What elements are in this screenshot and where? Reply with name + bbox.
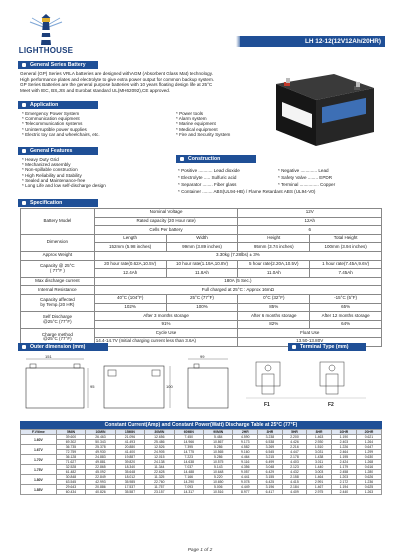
spec-value-total-height: 100mm (3.94 inches) (310, 243, 382, 252)
spec-value-width: 99mm (3.89 inches) (166, 243, 238, 252)
discharge-watt-cell: 6.545 (258, 450, 283, 455)
spec-label-length: Length (94, 234, 166, 243)
application-list-left (22, 111, 100, 137)
discharge-header-cell: 5MIN (56, 430, 85, 435)
discharge-amp-cell: 20.886 (86, 485, 115, 490)
terminal-f1-label: F1 (264, 402, 270, 408)
discharge-watt-cell: 50.343 (86, 440, 115, 445)
spec-temp-header: 25°C (77°F) (166, 294, 238, 303)
discharge-watt-cell: 4.415 (282, 480, 307, 485)
spec-capacity-value: 12.4Ah (94, 269, 166, 278)
application-item: * Alarm system (176, 116, 207, 122)
discharge-amp-cell: 0.630 (356, 455, 381, 460)
intro-line: GP Series Batteries are the general purpose batteries with 10 years floating design life at 25°C (20, 82, 213, 88)
discharge-header-cell: 3HR (258, 430, 283, 435)
discharge-watt-cell: 14.638 (174, 460, 203, 465)
discharge-amp-cell: 12.015 (145, 455, 174, 460)
spec-self-value: 82% (238, 320, 310, 329)
discharge-amp-cell: 32.528 (56, 465, 85, 470)
discharge-amp-cell: 21.096 (115, 435, 144, 440)
discharge-watt-cell: 3.031 (307, 450, 332, 455)
brand-name: LIGHTHOUSE (18, 46, 74, 55)
discharge-amp-cell: 1.203 (331, 475, 356, 480)
discharge-amp-cell: 11.344 (145, 465, 174, 470)
spec-label-capacity (21, 260, 95, 277)
construction-details (176, 164, 390, 198)
spec-temp-value: 85% (238, 303, 310, 312)
discharge-amp-cell: 36.128 (56, 455, 85, 460)
discharge-amp-cell: 20.880 (115, 445, 144, 450)
discharge-amp-cell: 5.286 (204, 455, 233, 460)
discharge-watt-cell: 42.993 (86, 480, 115, 485)
spec-row (21, 277, 382, 286)
discharge-watt-cell: 69.302 (56, 440, 85, 445)
discharge-amp-cell: 3.196 (258, 485, 283, 490)
discharge-amp-cell: 0.625 (356, 485, 381, 490)
battery-image (262, 62, 382, 152)
discharge-header-cell: 90MIN (204, 430, 233, 435)
discharge-watt-cell: 14.966 (174, 440, 203, 445)
spec-value-max-discharge: 180A (5 Sec.) (94, 277, 381, 286)
section-outer-dimension: Outer dimension (mm) (18, 343, 108, 351)
spec-temp-value: 102% (94, 303, 166, 312)
discharge-watt-cell: 10.565 (204, 450, 233, 455)
construction-negative: * Negative ............. Lead (278, 168, 329, 173)
discharge-watt-cell: 4.426 (282, 440, 307, 445)
spec-temp-value: 100% (166, 303, 238, 312)
discharge-watt-cell: 6.425 (258, 480, 283, 485)
dimension-drawings (20, 354, 382, 418)
spec-temp-header: 40°C (104°F) (94, 294, 166, 303)
spec-label-nominal-voltage: Nominal Voltage (94, 209, 238, 218)
spec-capacity-value: 7.45Ah (310, 269, 382, 278)
discharge-watt-cell: 2.991 (307, 480, 332, 485)
spec-label-self-line: @25°C (77°F) (43, 319, 72, 325)
discharge-amp-cell: 0.616 (356, 465, 381, 470)
discharge-header-cell: 5HR (282, 430, 307, 435)
discharge-watt-cell: 9.173 (233, 440, 258, 445)
specification-table (20, 208, 382, 347)
spec-label-capacity-line: Capacity @ 25°C (40, 262, 75, 268)
discharge-amp-cell: 7.223 (174, 455, 203, 460)
discharge-header-cell: 30MIN (145, 430, 174, 435)
discharge-amp-cell: 5.286 (204, 445, 233, 450)
discharge-header-cell: 2HR (233, 430, 258, 435)
spec-label-temp-line: by Temp.(20 HR) (40, 302, 75, 308)
feature-item: * Long Life and low self-discharge design (22, 183, 106, 189)
discharge-header-cell: 20HR (356, 430, 381, 435)
spec-label-max-discharge: Max discharge current (21, 277, 95, 286)
discharge-amp-cell: 4.464 (233, 455, 258, 460)
discharge-amp-cell: 2.178 (282, 455, 307, 460)
spec-label-temp-line: Capacity affected (40, 297, 75, 303)
discharge-amp-cell: 0.621 (356, 435, 381, 440)
discharge-watt-cell: 41.493 (115, 440, 144, 445)
spec-self-header: After 3 months storage (94, 312, 238, 321)
section-terminal-type: Terminal Type (mm) (288, 343, 366, 351)
discharge-amp-cell: 1.195 (331, 455, 356, 460)
discharge-amp-cell: 29.643 (56, 485, 85, 490)
spec-label-rated-capacity: Rated capacity (20 Hour rate) (94, 217, 238, 226)
discharge-watt-cell: 4.447 (282, 450, 307, 455)
discharge-watt-cell: 10.575 (204, 460, 233, 465)
spec-temp-value: 65% (310, 303, 382, 312)
discharge-watt-cell: 9.057 (233, 470, 258, 475)
model-title: LH 12-12(12V12Ah/20HR) (240, 36, 385, 47)
spec-temp-header: -15°C (5°F) (310, 294, 382, 303)
spec-value-nominal-voltage: 12V (238, 209, 382, 218)
discharge-amp-cell: 24.883 (86, 455, 115, 460)
discharge-watt-cell: 1.263 (356, 490, 381, 495)
discharge-amp-cell: 26.463 (86, 435, 115, 440)
discharge-watt-cell: 39.820 (115, 460, 144, 465)
spec-value-weight: 3.30kg (7.28lbs) ± 3% (94, 251, 381, 260)
discharge-amp-cell: 39.600 (56, 435, 85, 440)
section-general-features: General Features (18, 147, 98, 155)
discharge-amp-cell: 7.395 (174, 445, 203, 450)
spec-label-weight: Approx Weight (21, 251, 95, 260)
discharge-voltage-cell: 1.60V (21, 435, 57, 445)
page-number: Page 1 of 2 (187, 548, 213, 553)
discharge-amp-cell: 1.463 (307, 435, 332, 440)
section-application: Application (18, 101, 98, 109)
discharge-amp-cell: 18.012 (115, 475, 144, 480)
discharge-watt-cell: 3.011 (307, 460, 332, 465)
construction-electrolyte: * Electrolyte ..... Sulfuric acid (178, 175, 237, 180)
discharge-amp-cell: 7.166 (174, 475, 203, 480)
discharge-amp-cell: 5.220 (204, 475, 233, 480)
spec-label-height: Height (238, 234, 310, 243)
spec-label-capacity-line: ( 77°F ) (49, 267, 65, 273)
discharge-watt-cell: 35.587 (115, 490, 144, 495)
discharge-watt-cell: 24.138 (145, 460, 174, 465)
spec-row (21, 312, 382, 321)
spec-temp-header: 0°C (32°F) (238, 294, 310, 303)
discharge-voltage-cell: 1.85V (21, 485, 57, 495)
discharge-watt-cell: 45.092 (86, 470, 115, 475)
discharge-watt-cell: 24.905 (145, 450, 174, 455)
discharge-watt-cell: 2.458 (331, 470, 356, 475)
discharge-amp-cell: 4.356 (233, 465, 258, 470)
discharge-table-title: Constant Current(Amp) and Constant Power(Watt) Discharge Table at 25°C (77°F) (20, 421, 382, 429)
terminal-f2-label: F2 (328, 402, 334, 408)
discharge-amp-cell: 3.215 (258, 455, 283, 460)
spec-label-dimension: Dimension (21, 234, 95, 251)
discharge-amp-cell: 5.143 (204, 465, 233, 470)
discharge-amp-cell: 19.887 (115, 455, 144, 460)
discharge-amp-cell: 11.757 (145, 485, 174, 490)
application-item: * Telecommunication systems (22, 121, 83, 127)
spec-label-internal-resistance: Internal Resistance (21, 286, 95, 295)
spec-float-value: 13.50-13.80V (238, 337, 382, 346)
spec-label-self-line: Self Discharge (42, 314, 72, 320)
discharge-amp-cell: 1.438 (307, 455, 332, 460)
discharge-watt-cell: 9.116 (233, 460, 258, 465)
spec-label-width: Width (166, 234, 238, 243)
discharge-watt-cell: 14.775 (174, 450, 203, 455)
discharge-watt-cell: 49.881 (86, 460, 115, 465)
discharge-amp-cell: 36.735 (56, 445, 85, 450)
discharge-watt-cell: 2.464 (331, 450, 356, 455)
discharge-header-cell: 10HR (331, 430, 356, 435)
spec-value-cells: 6 (238, 226, 382, 235)
discharge-watt-cell: 9.078 (233, 480, 258, 485)
discharge-table (20, 429, 382, 495)
discharge-watt-cell: 2.424 (331, 460, 356, 465)
discharge-amp-cell: 4.590 (233, 435, 258, 440)
spec-value-rated-capacity: 12Ah (238, 217, 382, 226)
discharge-watt-cell: 2.930 (307, 440, 332, 445)
discharge-watt-cell: 2.975 (307, 490, 332, 495)
discharge-amp-cell: 3.048 (258, 465, 283, 470)
intro-text (20, 71, 270, 93)
discharge-watt-cell: 4.409 (282, 490, 307, 495)
spec-label-charge-line: @25°C (77°F) (43, 336, 72, 342)
spec-cycle-label: Cycle Use (94, 329, 238, 338)
discharge-amp-cell: 22.865 (86, 465, 115, 470)
feature-item: * Mechanized assembly (22, 162, 71, 168)
dim-width-label: 99 (200, 354, 205, 359)
construction-terminal: * Terminal ............... Copper (278, 182, 336, 187)
discharge-amp-cell: 1.464 (307, 475, 332, 480)
discharge-watt-cell: 40.826 (86, 490, 115, 495)
discharge-amp-cell: 1.467 (307, 485, 332, 490)
discharge-amp-cell: 25.378 (86, 445, 115, 450)
discharge-watt-cell: 14.488 (174, 470, 203, 475)
application-item: * Uninterruptible power supplies (22, 126, 87, 132)
discharge-amp-cell: 17.537 (115, 485, 144, 490)
spec-row (21, 294, 382, 303)
construction-separator: * Separator ........ Fiber glass (178, 182, 237, 187)
spec-capacity-value: 11.8Ah (166, 269, 238, 278)
discharge-amp-cell: 2.200 (282, 435, 307, 440)
spec-capacity-value: 11.0Ah (238, 269, 310, 278)
discharge-watt-cell: 14.317 (174, 490, 203, 495)
discharge-header-cell: 8HR (307, 430, 332, 435)
application-item: * Electric toy car and wheelchairs, etc. (22, 131, 100, 137)
discharge-amp-cell: 2.158 (282, 475, 307, 480)
lighthouse-logo (16, 12, 76, 58)
discharge-amp-cell: 3.269 (258, 445, 283, 450)
discharge-watt-cell: 49.930 (86, 450, 115, 455)
feature-item: * Sealed and Maintenance-free (22, 177, 86, 183)
section-construction: Construction (176, 155, 256, 163)
intro-line: Meet with IEC, BS,JIS and Eurobat standard UL(MH62092),CE approved. (20, 87, 171, 93)
discharge-watt-cell: 61.482 (56, 470, 85, 475)
discharge-watt-cell: 9.160 (233, 450, 258, 455)
spec-self-value: 91% (94, 320, 238, 329)
discharge-watt-cell: 1.268 (356, 460, 381, 465)
discharge-amp-cell: 18.340 (115, 465, 144, 470)
spec-capacity-rate: 5 hour rate(2.20A,10.5V) (238, 260, 310, 269)
spec-row (21, 251, 382, 260)
discharge-header-cell: 10MIN (86, 430, 115, 435)
spec-value-length: 152mm (5.98 inches) (94, 243, 166, 252)
discharge-amp-cell: 1.440 (307, 465, 332, 470)
spec-value-internal-resistance: Full charged at 25°C : Approx 16mΩ (94, 286, 381, 295)
discharge-watt-cell: 10.650 (204, 480, 233, 485)
discharge-watt-cell: 1.280 (356, 470, 381, 475)
discharge-amp-cell: 1.226 (331, 445, 356, 450)
discharge-watt-cell: 1.236 (356, 480, 381, 485)
discharge-watt-cell: 4.403 (282, 460, 307, 465)
discharge-amp-cell: 4.582 (233, 445, 258, 450)
spec-label-battery-model: Battery Model (21, 209, 95, 235)
spec-label-temp (21, 294, 95, 311)
discharge-amp-cell: 0.647 (356, 445, 381, 450)
application-item: * Power tools (176, 111, 204, 116)
discharge-amp-cell: 1.190 (331, 435, 356, 440)
discharge-voltage-cell: 1.67V (21, 445, 57, 455)
spec-cycle-value: 14.4-14.7V (Initial charging current less than 3.6A) (94, 337, 238, 346)
intro-line: General (GP) Series VRLA batteries are designed withAGM (Absorbent Glass Mat) technology. (20, 71, 213, 76)
discharge-amp-cell: 11.325 (145, 475, 174, 480)
application-item: * Marine equipment (176, 121, 216, 127)
discharge-watt-cell: 41.400 (115, 450, 144, 455)
discharge-watt-cell: 10.516 (204, 490, 233, 495)
discharge-watt-cell: 4.432 (282, 470, 307, 475)
discharge-amp-cell: 1.194 (331, 485, 356, 490)
construction-positive: * Positive ........... Lead dioxide (178, 168, 240, 173)
discharge-watt-cell: 2.403 (331, 440, 356, 445)
discharge-watt-cell: 1.264 (356, 440, 381, 445)
application-item: * Fire and Security System (176, 131, 231, 137)
discharge-watt-cell: 10.648 (204, 470, 233, 475)
spec-label-charge-line: Charge method (41, 331, 73, 337)
discharge-amp-cell: 12.656 (145, 435, 174, 440)
spec-self-header: After 12 months storage (310, 312, 382, 321)
discharge-amp-cell: 1.510 (307, 445, 332, 450)
discharge-header-cell: 60MIN (174, 430, 203, 435)
dim-length-label: 151 (45, 354, 52, 359)
spec-row (21, 260, 382, 269)
discharge-amp-cell: 12.526 (145, 445, 174, 450)
dim-total-height-label: 100 (166, 384, 173, 389)
discharge-watt-cell: 60.434 (56, 490, 85, 495)
discharge-watt-cell: 6.538 (258, 440, 283, 445)
discharge-watt-cell: 1.299 (356, 450, 381, 455)
discharge-watt-cell: 6.429 (258, 470, 283, 475)
spec-label-self-discharge (21, 312, 95, 329)
spec-self-value: 64% (310, 320, 382, 329)
discharge-watt-cell: 14.290 (174, 480, 203, 485)
discharge-voltage-cell: 1.75V (21, 465, 57, 475)
spec-row (21, 286, 382, 295)
discharge-watt-cell: 72.759 (56, 450, 85, 455)
feature-item: * Non-spillable construction (22, 167, 78, 173)
spec-capacity-rate: 20 hour rate(0.62A,10.5V) (94, 260, 166, 269)
feature-item: * High Reliability and Stability (22, 172, 82, 178)
discharge-amp-cell: 1.179 (331, 465, 356, 470)
lighthouse-icon (28, 12, 64, 46)
discharge-watt-cell: 23.157 (145, 490, 174, 495)
discharge-voltage-cell: 1.80V (21, 475, 57, 485)
application-list-right (176, 111, 230, 137)
discharge-amp-cell: 7.450 (174, 435, 203, 440)
discharge-watt-cell: 35.985 (115, 480, 144, 485)
discharge-header-cell: F.V/time (21, 430, 57, 435)
application-item: * Medical equipment (176, 126, 218, 132)
discharge-amp-cell: 7.093 (174, 485, 203, 490)
discharge-amp-cell: 5.006 (204, 485, 233, 490)
discharge-watt-cell: 2.172 (331, 480, 356, 485)
application-item: * Emergency Power System (22, 111, 80, 116)
construction-safety-valve: * Safety Valve ........ EPDR (278, 175, 333, 180)
discharge-watt-cell: 2.440 (331, 490, 356, 495)
discharge-amp-cell: 2.123 (282, 465, 307, 470)
discharge-watt-cell: 6.417 (258, 490, 283, 495)
discharge-watt-row (21, 490, 382, 495)
discharge-watt-cell: 10.867 (204, 440, 233, 445)
discharge-header-cell: 15MIN (115, 430, 144, 435)
spec-value-height: 95mm (3.74 inches) (238, 243, 310, 252)
spec-label-cells: Cells Per battery (94, 226, 238, 235)
discharge-watt-cell: 8.977 (233, 490, 258, 495)
discharge-amp-cell: 0.626 (356, 475, 381, 480)
discharge-voltage-cell: 1.70V (21, 455, 57, 465)
intro-line: High performance plates and electrolyte to give extra power output for common backup system. (20, 76, 215, 82)
spec-row (21, 234, 382, 243)
section-general-series: General Series Battery (18, 61, 98, 69)
spec-row (21, 209, 382, 218)
spec-label-total-height: Total Height (310, 234, 382, 243)
spec-capacity-rate: 10 hour rate(1.19A,10.8V) (166, 260, 238, 269)
application-item: * Communication equipment (22, 116, 80, 122)
features-list (22, 157, 106, 188)
discharge-amp-cell: 3.238 (258, 435, 283, 440)
discharge-amp-cell: 3.155 (258, 475, 283, 480)
spec-capacity-rate: 1 hour rate(7.45A,9.6V) (310, 260, 382, 269)
discharge-amp-cell: 5.484 (204, 435, 233, 440)
discharge-amp-cell: 7.037 (174, 465, 203, 470)
dim-height-label: 95 (90, 384, 95, 389)
spec-float-label: Float Use (238, 329, 382, 338)
feature-item: * Heavy Duty Grid (22, 157, 59, 162)
discharge-watt-cell: 25.486 (145, 440, 174, 445)
discharge-amp-cell: 4.441 (233, 475, 258, 480)
discharge-watt-cell: 22.628 (145, 470, 174, 475)
discharge-amp-cell: 2.216 (282, 445, 307, 450)
section-specification: Specification (18, 199, 98, 207)
discharge-watt-cell: 63.545 (56, 480, 85, 485)
discharge-watt-cell: 71.627 (56, 460, 85, 465)
discharge-watt-cell: 6.499 (258, 460, 283, 465)
discharge-watt-cell: 35.648 (115, 470, 144, 475)
discharge-watt-cell: 3.003 (307, 470, 332, 475)
discharge-watt-cell: 22.760 (145, 480, 174, 485)
discharge-amp-cell: 22.849 (86, 475, 115, 480)
discharge-amp-cell: 4.449 (233, 485, 258, 490)
discharge-amp-cell: 30.848 (56, 475, 85, 480)
spec-self-header: After 6 months storage (238, 312, 310, 321)
spec-row (21, 329, 382, 338)
discharge-amp-cell: 2.184 (282, 485, 307, 490)
construction-container: * Container ........ ABS(UL94-HB) / Flame Retardant ABS (UL94-V0) (178, 189, 316, 194)
